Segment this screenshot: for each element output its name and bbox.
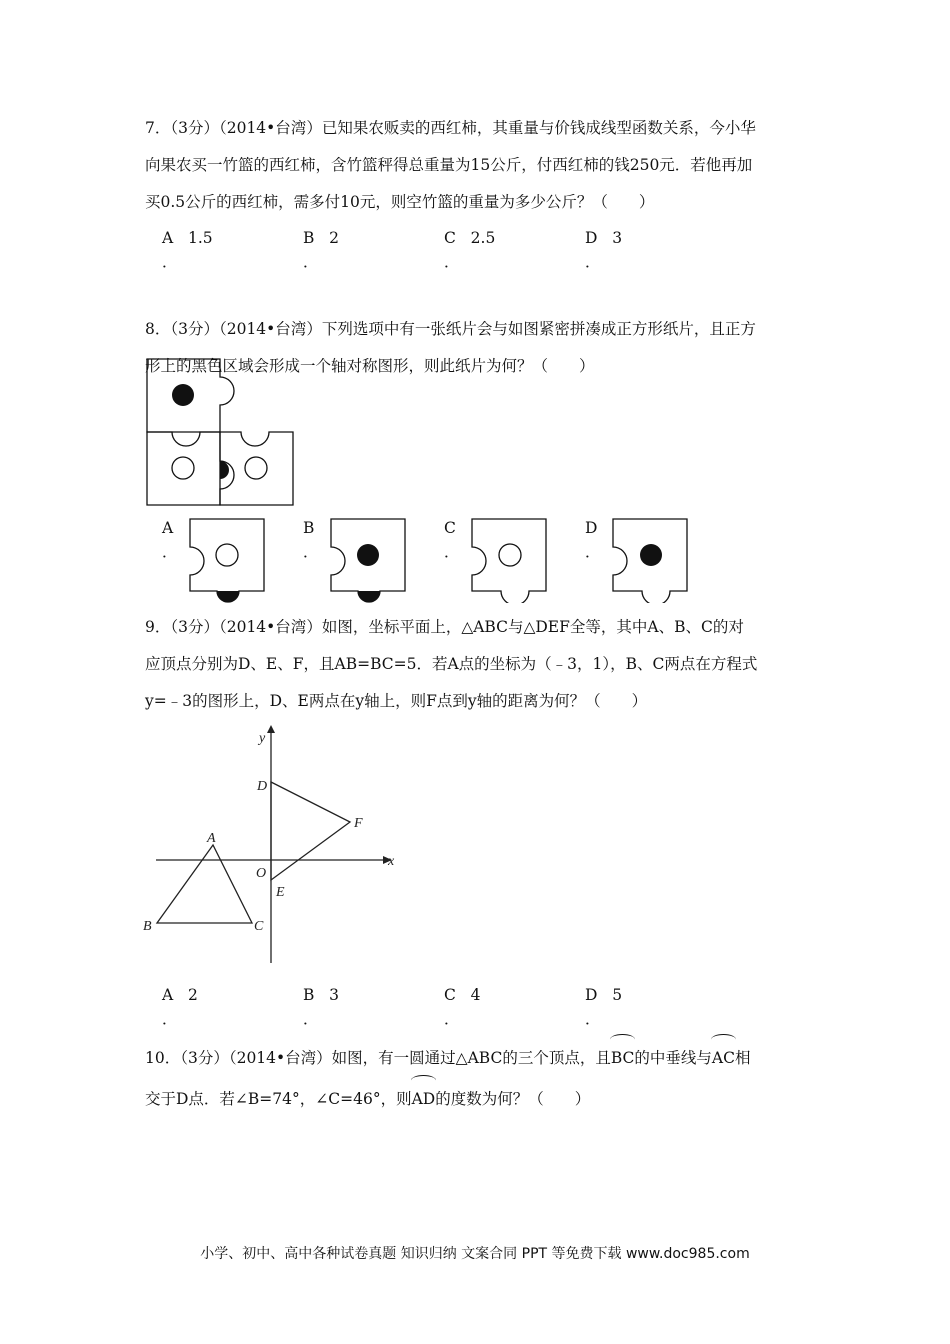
label-y: y: [259, 731, 266, 746]
option-dot: ．: [162, 543, 178, 561]
option-value: 5: [612, 986, 623, 1004]
option-value: 1.5: [187, 229, 213, 247]
option-d-piece[interactable]: [611, 517, 691, 603]
text-segment: 的中垂线与: [634, 1049, 712, 1067]
q7-option-b[interactable]: [303, 229, 340, 271]
q8-option-a[interactable]: [162, 519, 178, 561]
label-d: D: [257, 779, 268, 794]
question-10-line-1: [145, 1036, 815, 1077]
option-dot: ．: [444, 543, 460, 561]
question-7: [145, 110, 815, 221]
option-value: 2: [329, 229, 340, 247]
question-10: [145, 1036, 815, 1118]
option-letter: B: [303, 519, 315, 537]
option-letter: A: [162, 229, 174, 247]
label-origin: O: [256, 866, 267, 881]
q9-option-a[interactable]: [162, 986, 198, 1028]
option-dot: ．: [444, 253, 460, 271]
option-dot: ．: [303, 543, 319, 561]
q7-option-a[interactable]: [162, 229, 213, 271]
option-dot: ．: [162, 253, 178, 271]
triangle-abc: [157, 845, 252, 923]
filled-circle-icon: [357, 544, 379, 566]
label-x: x: [388, 854, 395, 869]
y-axis-arrow-icon: [267, 725, 275, 733]
question-9: [145, 609, 815, 720]
page-footer: 小学、初中、高中各种试卷真题 知识归纳 文案合同 PPT 等免费下载 www.doc985.com: [200, 1246, 750, 1262]
option-letter: B: [303, 986, 315, 1004]
option-letter: B: [303, 229, 315, 247]
option-dot: ．: [303, 253, 319, 271]
empty-circle-icon: [499, 544, 521, 566]
option-value: 3: [329, 986, 340, 1004]
empty-circle-icon: [172, 457, 194, 479]
label-b: B: [143, 919, 152, 934]
text-segment: 10．（3分）（2014•台湾）如图，有一圆通过△ABC的三个顶点，且: [145, 1049, 611, 1067]
q8-option-d[interactable]: [585, 519, 601, 561]
option-value: 4: [470, 986, 481, 1004]
question-7-line-2: 向果农买一竹篮的西红柿，含竹篮秤得总重量为15公斤，付西红柿的钱250元．若他再加: [145, 156, 753, 174]
half-circle-icon: [217, 591, 239, 602]
filled-circle-icon: [172, 384, 194, 406]
q8-option-b[interactable]: [303, 519, 319, 561]
puzzle-figure: [145, 357, 295, 507]
filled-circle-icon: [640, 544, 662, 566]
label-e: E: [276, 885, 285, 900]
empty-circle-icon: [245, 457, 267, 479]
empty-circle-icon: [216, 544, 238, 566]
question-9-line-1: 9．（3分）（2014•台湾）如图，坐标平面上，△ABC与△DEF全等，其中A、B、C的对: [145, 618, 744, 636]
coordinate-figure: [140, 725, 405, 970]
question-8-line-1: 8．（3分）（2014•台湾）下列选项中有一张纸片会与如图紧密拼凑成正方形纸片，且正方: [145, 320, 756, 338]
label-f: F: [354, 816, 363, 831]
option-letter: D: [585, 986, 598, 1004]
option-value: 2: [187, 986, 198, 1004]
q8-option-c[interactable]: [444, 519, 460, 561]
question-8-line-2: 形上的黑色区域会形成一个轴对称图形，则此纸片为何？（ ）: [145, 357, 595, 375]
option-a-piece[interactable]: [188, 517, 268, 603]
option-dot: ．: [585, 253, 601, 271]
text-segment: 交于D点．若∠B=74°，∠C=46°，则: [145, 1090, 412, 1108]
question-9-line-2: 应顶点分别为D、E、F，且AB=BC=5．若A点的坐标为（﹣3，1），B、C两点在方程式: [145, 655, 758, 673]
q9-option-d[interactable]: [585, 986, 623, 1028]
option-dot: ．: [585, 543, 601, 561]
option-dot: ．: [585, 1010, 601, 1028]
question-7-line-1: 7．（3分）（2014•台湾）已知果农贩卖的西红柿，其重量与价钱成线型函数关系，今小华: [145, 119, 756, 137]
option-c-piece[interactable]: [470, 517, 550, 603]
bottom-left-piece: [147, 432, 220, 505]
option-value: 2.5: [470, 229, 496, 247]
q7-option-c[interactable]: [444, 229, 496, 271]
option-letter: A: [162, 519, 174, 537]
q9-option-c[interactable]: [444, 986, 481, 1028]
option-letter: D: [585, 519, 598, 537]
bottom-right-piece: [220, 432, 293, 505]
question-7-line-3: 买0.5公斤的西红柿，需多付10元，则空竹篮的重量为多少公斤？（ ）: [145, 193, 655, 211]
option-letter: D: [585, 229, 598, 247]
option-letter: C: [444, 986, 456, 1004]
text-segment: 的度数为何？（ ）: [435, 1090, 591, 1108]
option-b-piece[interactable]: [329, 517, 409, 603]
option-letter: C: [444, 519, 456, 537]
label-c: C: [254, 919, 264, 934]
arc-ac: AC: [712, 1036, 735, 1077]
triangle-def: [271, 782, 350, 880]
question-10-line-2: [145, 1077, 815, 1118]
option-letter: C: [444, 229, 456, 247]
arc-bc: BC: [611, 1036, 635, 1077]
option-dot: ．: [162, 1010, 178, 1028]
option-dot: ．: [303, 1010, 319, 1028]
option-dot: ．: [444, 1010, 460, 1028]
label-a: A: [207, 831, 216, 846]
option-value: 3: [612, 229, 623, 247]
half-circle-icon: [358, 591, 380, 602]
q9-option-b[interactable]: [303, 986, 340, 1028]
question-9-line-3: y=﹣3的图形上，D、E两点在y轴上，则F点到y轴的距离为何？（ ）: [145, 692, 648, 710]
option-letter: A: [162, 986, 174, 1004]
q7-option-d[interactable]: [585, 229, 623, 271]
text-segment: 相: [734, 1049, 751, 1067]
arc-ad: AD: [412, 1077, 436, 1118]
